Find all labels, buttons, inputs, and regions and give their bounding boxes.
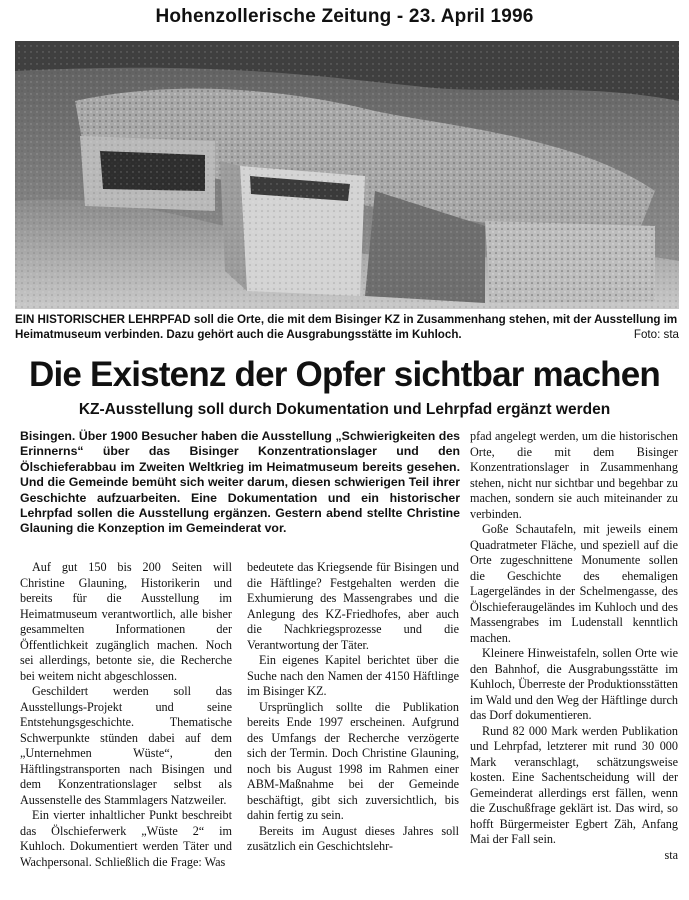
excavation-ruins-photo: [15, 41, 679, 309]
newspaper-masthead: Hohenzollerische Zeitung - 23. April 1996: [155, 6, 534, 27]
paragraph: Geschildert werden soll das Ausstellungs-Projekt und seine Entstehungsgeschichte. Thematische Schwerpunkte stünden dabei auf dem „Unternehmen Wüste“, den Häftlingstransporten nach Bisingen und dem Konzentrationslager selbst als Aussenstelle des Stammlagers Natzweiler.: [20, 684, 232, 807]
paragraph: Ein eigenes Kapitel berichtet über die Suche nach den Namen der 4150 Häftlinge im Bisinger KZ.: [247, 653, 459, 698]
photo-caption: [15, 312, 679, 342]
paragraph: Auf gut 150 bis 200 Seiten will Christine Glauning, Historikerin und bereits für die Ausstellung im Heimatmuseum verantwortlich, alle bisher gesammelten Informationen der Öffentlichkeit zugänglich machen. Noch sei allerdings, betonte sie, die Recherche bei weitem nicht abgeschlossen.: [20, 560, 232, 683]
paragraph: Ein vierter inhaltlicher Punkt beschreibt das Ölschieferwerk „Wüste 2“ im Kuhloch. Dokumentiert werden Täter und Wachpersonal. Schließlich die Frage: Was: [20, 808, 232, 869]
excavation-photo: [15, 41, 679, 309]
article-headline: Die Existenz der Opfer sichtbar machen: [29, 355, 660, 394]
article-lead-paragraph: Bisingen. Über 1900 Besucher haben die Ausstellung „Schwierigkeiten des Erinnerns“ über das Bisinger Konzentrationslager und den Ölschieferabbau im Zweiten Weltkrieg im Heimatmuseum bereits gesehen. Und die Gemeinde bemüht sich weiter darum, diesen schwierigen Teil ihrer Geschichte aufzuarbeiten. Eine Dokumentation und ein historischer Lehrpfad sollen die Ausstellung ergänzen. Gestern abend stellte Christine Glauning die Konzeption im Gemeinderat vor.: [20, 429, 460, 536]
paragraph: bedeutete das Kriegsende für Bisingen und die Häftlinge? Festgehalten werden die Exhumierung des Massengrabes und die Anlegung des KZ-Friedhofes, aber auch die Nachkriegsprozesse und die Verantwortung der Täter.: [247, 560, 459, 652]
article-column-3: [470, 429, 678, 863]
paragraph: Ursprünglich sollte die Publikation bereits Ende 1997 erscheinen. Aufgrund des Umfangs der Recherche verzögerte sich der Termin. Doch Christine Glauning, noch bis August 1998 im Rahmen einer ABM-Maßnahme bei der Gemeinde beschäftigt, gibt sich zuversichtlich, bis dahin fertig zu sein.: [247, 699, 459, 822]
photo-credit: Foto: sta: [633, 328, 679, 341]
paragraph: Bereits im August dieses Jahres soll zusätzlich ein Geschichtslehr-: [247, 823, 459, 853]
paragraph: Rund 82 000 Mark werden Publikation und Lehrpfad, letzterer mit rund 30 000 Mark veranschlagt, schätzungsweise kosten. Eine Sachentscheidung will der Gemeinderat allerdings erst fällen, wenn die Zuschußfrage geklärt ist. Das wird, so hofft Bürgermeister Egbert Zäh, Anfang Mai der Fall sein.: [470, 723, 678, 846]
article-column-2: [247, 560, 459, 855]
paragraph: Kleinere Hinweistafeln, sollen Orte wie den Bahnhof, die Ausgrabungsstätte im Kuhloch, Überreste der Produktionsstätten im Wald und den Weg der Häftlinge durch das Dorf dokumentieren.: [470, 646, 678, 722]
article-column-1: [20, 560, 232, 870]
caption-text: EIN HISTORISCHER LEHRPFAD soll die Orte, die mit dem Bisinger KZ in Zusammenhang stehen, mit der Ausstellung im Heimatmuseum verbinden. Dazu gehört auch die Ausgrabungsstätte im Kuhloch.: [15, 313, 678, 341]
author-signoff: sta: [664, 847, 678, 862]
paragraph: Goße Schautafeln, mit jeweils einem Quadratmeter Fläche, und speziell auf die Orte zugeschnittene Monumente sollen die Geschichte des ehemaligen Lagergeländes in der Schelmengasse, des Ölschieferaugeländes im Kuhloch und des Massengrabes im Ludenstall kenntlich machen.: [470, 522, 678, 645]
paragraph: pfad angelegt werden, um die historischen Orte, die mit dem Bisinger Konzentrationslager in Zusammenhang stehen, nicht nur sichtbar und begehbar zu machen, sondern sie auch miteinander zu verbinden.: [470, 429, 678, 521]
article-subheadline: KZ-Ausstellung soll durch Dokumentation und Lehrpfad ergänzt werden: [78, 401, 611, 418]
